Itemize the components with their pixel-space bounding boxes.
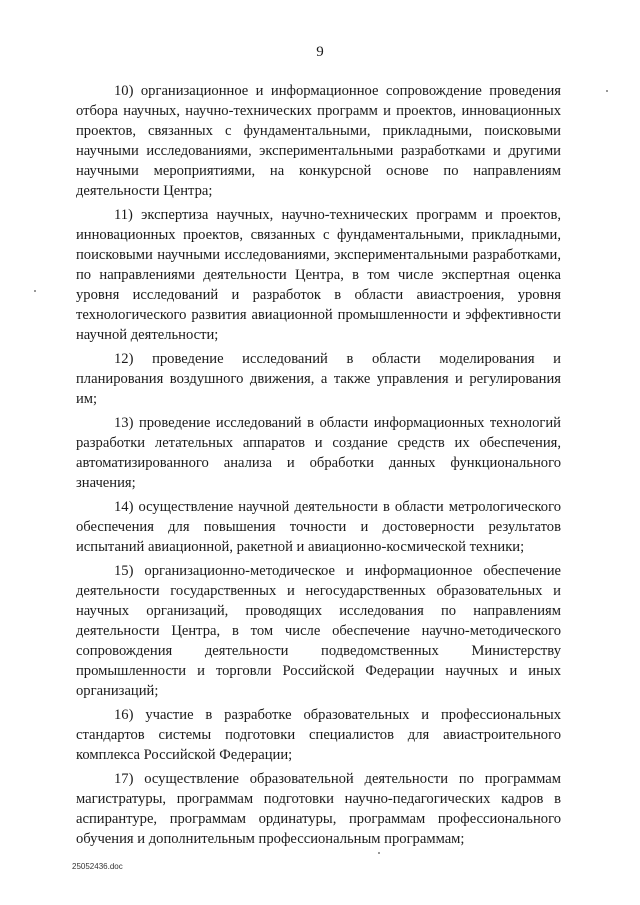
scan-speck — [34, 290, 36, 292]
paragraph-item-14: 14) осуществление научной деятельности в области метрологического обеспечения для повышения точности и достоверности результатов испытаний авиационной, ракетной и авиационно-космической техники; — [76, 499, 561, 555]
paragraph-item-11: 11) экспертиза научных, научно-технических программ и проектов, инновационных проектов, связанных с фундаментальными, прикладными, поисковыми научными исследованиями, экспериментальными разработками, по направлениями деятельности Центра, в том числе экспертная оценка уровня исследований и разработок в области авиастроения, уровня технологического развития авиационной промышленности и эффективности научной деятельности; — [76, 207, 561, 343]
scan-speck — [378, 852, 380, 854]
paragraph-item-13: 13) проведение исследований в области информационных технологий разработки летательных аппаратов и создание средств их обеспечения, автоматизированного анализа и обработки данных функционального значения; — [76, 415, 561, 491]
paragraph-item-17: 17) осуществление образовательной деятельности по программам магистратуры, программам подготовки научно-педагогических кадров в аспирантуре, программам ординатуры, программам профессионального обучения и дополнительным профессиональным программам; — [76, 771, 561, 847]
page-number: 9 — [316, 44, 324, 60]
paragraph-item-10: 10) организационное и информационное сопровождение проведения отбора научных, научно-технических программ и проектов, инновационных проектов, связанных с фундаментальными, прикладными, поисковыми научными исследованиями, экспериментальными разработками и другими научными мероприятиями, на конкурсной основе по направлениям деятельности Центра; — [76, 83, 561, 199]
scan-speck — [606, 90, 608, 92]
document-body — [76, 81, 561, 853]
paragraph-item-15: 15) организационно-методическое и информационное обеспечение деятельности государственных и негосударственных образовательных и научных организаций, проводящих исследования по направлениям деятельности Центра, в том числе обеспечение научно-методического сопровождения деятельности подведомственных Министерству промышленности и торговли Российской Федерации научных и иных организаций; — [76, 563, 561, 699]
paragraph-item-12: 12) проведение исследований в области моделирования и планирования воздушного движения, а также управления и регулирования им; — [76, 351, 561, 407]
footer-filename: 25052436.doc — [72, 862, 123, 871]
paragraph-item-16: 16) участие в разработке образовательных и профессиональных стандартов системы подготовки специалистов для авиастроительного комплекса Российской Федерации; — [76, 707, 561, 763]
